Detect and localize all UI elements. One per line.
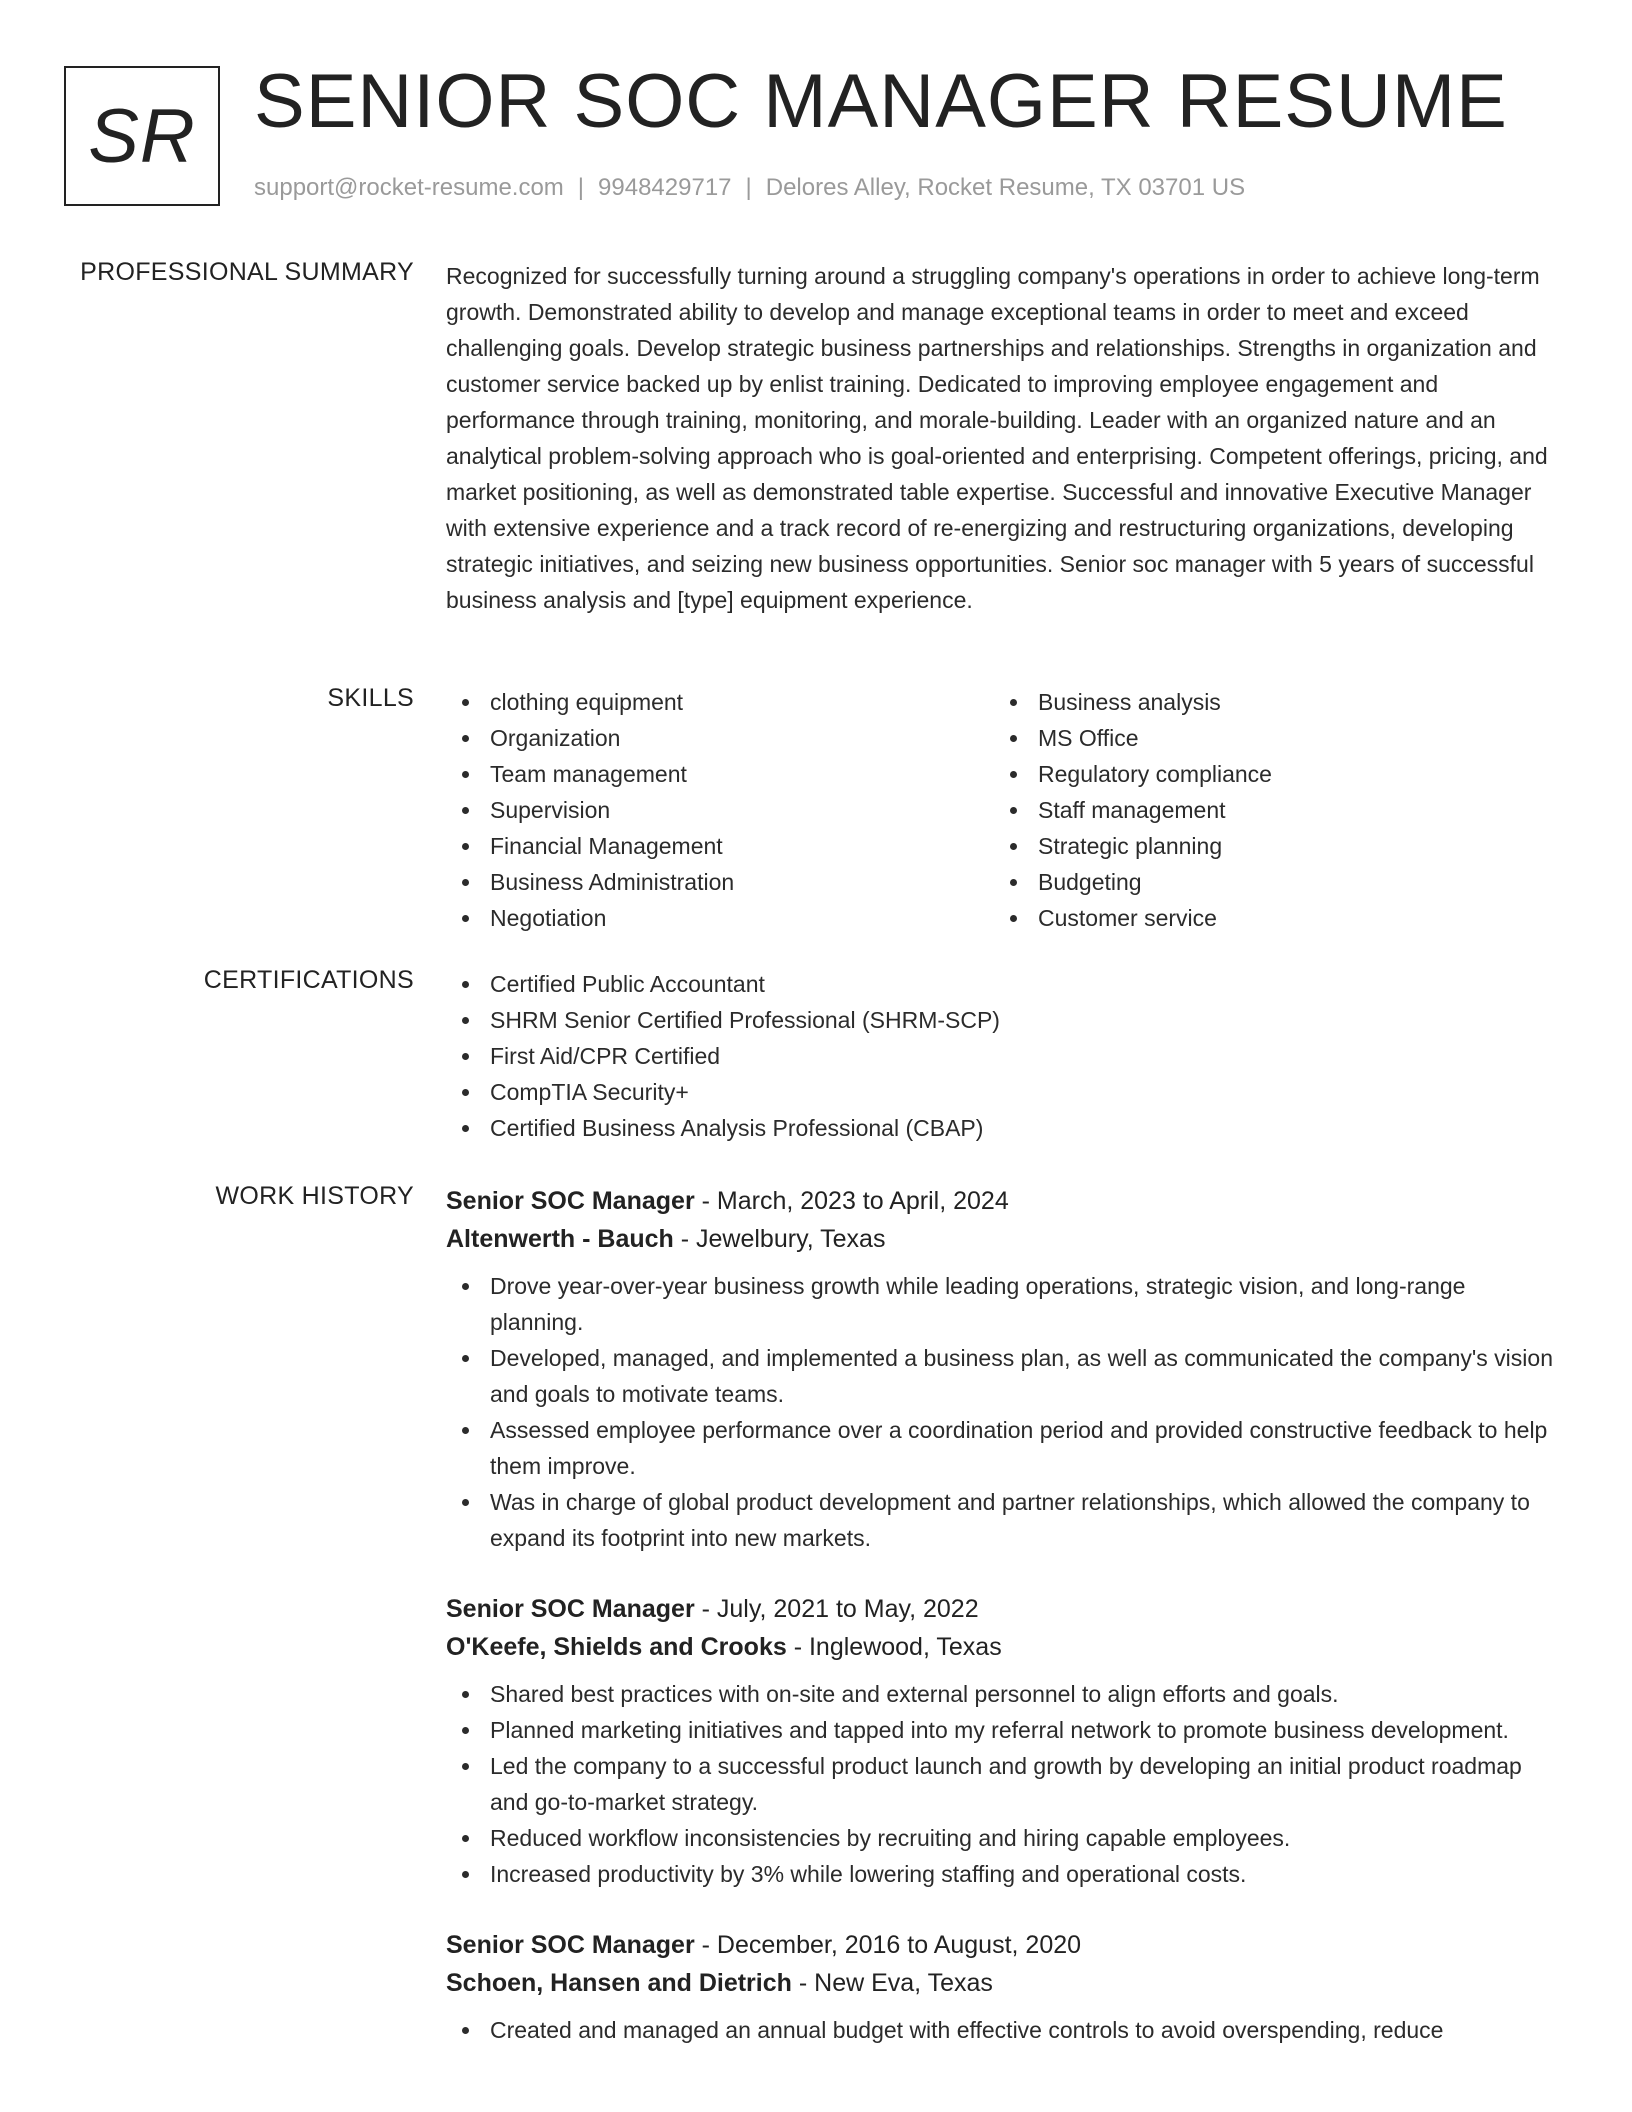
job-bullet: Created and managed an annual budget with effective controls to avoid overspending, reduce <box>446 2012 1562 2048</box>
resume-title: SENIOR SOC MANAGER RESUME <box>254 59 1508 144</box>
certifications-body <box>446 966 1562 1146</box>
job-bullets <box>446 2012 1562 2048</box>
job-bullet: Planned marketing initiatives and tapped into my referral network to promote business development. <box>446 1712 1562 1748</box>
initials-monogram: SR <box>64 66 220 206</box>
skill-item: Negotiation <box>446 900 994 936</box>
job-dates: - March, 2023 to April, 2024 <box>694 1187 1009 1215</box>
job-bullet: Drove year-over-year business growth while leading operations, strategic vision, and long-range planning. <box>446 1268 1562 1340</box>
skills-body <box>446 684 1562 936</box>
contact-separator: | <box>577 174 585 201</box>
job-bullet: Led the company to a successful product launch and growth by developing an initial product roadmap and go-to-market strategy. <box>446 1748 1562 1820</box>
section-label-work-history: WORK HISTORY <box>215 1182 414 1210</box>
job-company: Schoen, Hansen and Dietrich <box>446 1969 792 1997</box>
job-company: Altenwerth - Bauch <box>446 1225 674 1253</box>
skills-list-left <box>446 684 994 936</box>
skill-item: Customer service <box>994 900 1542 936</box>
job-bullet: Reduced workflow inconsistencies by recruiting and hiring capable employees. <box>446 1820 1562 1856</box>
job-entry <box>446 1182 1562 1556</box>
job-dates: - July, 2021 to May, 2022 <box>694 1595 979 1623</box>
certification-item: SHRM Senior Certified Professional (SHRM-SCP) <box>446 1002 1562 1038</box>
job-bullets <box>446 1268 1562 1556</box>
skill-item: Regulatory compliance <box>994 756 1542 792</box>
resume-header <box>64 59 1564 226</box>
skill-item: MS Office <box>994 720 1542 756</box>
skill-item: Team management <box>446 756 994 792</box>
certification-item: CompTIA Security+ <box>446 1074 1562 1110</box>
skill-item: Business analysis <box>994 684 1542 720</box>
certification-item: Certified Public Accountant <box>446 966 1562 1002</box>
job-entry <box>446 1926 1562 2048</box>
job-location: - Jewelbury, Texas <box>673 1225 886 1253</box>
job-company-line <box>446 1628 1562 1666</box>
job-dates: - December, 2016 to August, 2020 <box>694 1931 1082 1959</box>
section-label-summary: PROFESSIONAL SUMMARY <box>80 258 414 286</box>
certifications-list <box>446 966 1562 1146</box>
skill-item: Financial Management <box>446 828 994 864</box>
job-title-line <box>446 1590 1562 1628</box>
job-company: O'Keefe, Shields and Crooks <box>446 1633 787 1661</box>
job-title: Senior SOC Manager <box>446 1931 695 1959</box>
skill-item: clothing equipment <box>446 684 994 720</box>
skill-item: Organization <box>446 720 994 756</box>
contact-line <box>254 174 1245 202</box>
job-title: Senior SOC Manager <box>446 1187 695 1215</box>
job-bullet: Shared best practices with on-site and external personnel to align efforts and goals. <box>446 1676 1562 1712</box>
job-title-line <box>446 1182 1562 1220</box>
job-company-line <box>446 1220 1562 1258</box>
skill-item: Staff management <box>994 792 1542 828</box>
skills-list-right <box>994 684 1542 936</box>
job-bullet: Increased productivity by 3% while lowering staffing and operational costs. <box>446 1856 1562 1892</box>
work-history-body <box>446 1182 1562 2082</box>
job-title-line <box>446 1926 1562 1964</box>
job-title: Senior SOC Manager <box>446 1595 695 1623</box>
job-bullet: Assessed employee performance over a coordination period and provided constructive feedback to help them improve. <box>446 1412 1562 1484</box>
contact-address: Delores Alley, Rocket Resume, TX 03701 US <box>765 174 1246 201</box>
contact-separator: | <box>745 174 752 201</box>
skill-item: Business Administration <box>446 864 994 900</box>
summary-text: Recognized for successfully turning around a struggling company's operations in order to achieve long-term growth. Demonstrated ability to develop and manage exceptional teams in order to meet and exceed challenging goals. Develop strategic business partnerships and relationships. Strengths in organization and customer service backed up by enlist training. Dedicated to improving employee engagement and performance through training, monitoring, and morale-building. Leader with an organized nature and an analytical problem-solving approach who is goal-oriented and enterprising. Competent offerings, pricing, and market positioning, as well as demonstrated table expertise. Successful and innovative Executive Manager with extensive experience and a track record of re-energizing and restructuring organizations, developing strategic initiatives, and seizing new business opportunities. Senior soc manager with 5 years of successful business analysis and [type] equipment experience. <box>446 263 1548 613</box>
skill-item: Supervision <box>446 792 994 828</box>
section-label-certifications: CERTIFICATIONS <box>203 966 414 994</box>
job-bullet: Developed, managed, and implemented a business plan, as well as communicated the company's vision and goals to motivate teams. <box>446 1340 1562 1412</box>
skill-item: Strategic planning <box>994 828 1542 864</box>
skill-item: Budgeting <box>994 864 1542 900</box>
job-location: - New Eva, Texas <box>791 1969 993 1997</box>
contact-email: support@rocket-resume.com <box>254 174 564 201</box>
section-label-skills: SKILLS <box>327 684 414 712</box>
job-bullets <box>446 1676 1562 1892</box>
job-bullet: Was in charge of global product development and partner relationships, which allowed the company to expand its footprint into new markets. <box>446 1484 1562 1556</box>
certification-item: First Aid/CPR Certified <box>446 1038 1562 1074</box>
summary-body <box>446 258 1562 618</box>
contact-phone: 9948429717 <box>598 174 732 201</box>
job-company-line <box>446 1964 1562 2002</box>
certification-item: Certified Business Analysis Professional (CBAP) <box>446 1110 1562 1146</box>
job-entry <box>446 1590 1562 1892</box>
job-location: - Inglewood, Texas <box>786 1633 1002 1661</box>
